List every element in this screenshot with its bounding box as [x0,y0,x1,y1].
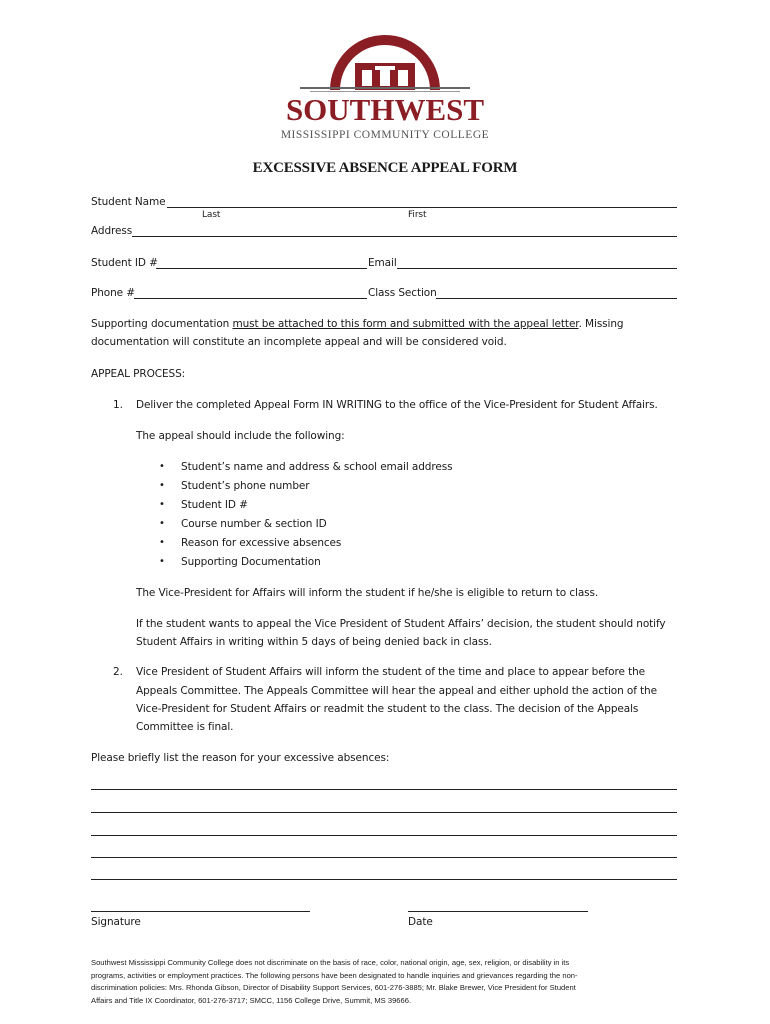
reason-line[interactable] [91,879,677,880]
appeal-decision-line2: Student Affairs in writing within 5 days of being denied back in class. [136,636,492,648]
phone-field[interactable] [134,298,367,299]
supporting-requirement: must be attached to this form and submitted with the appeal letter [232,318,579,330]
college-logo [0,30,770,150]
date-label: Date [408,916,433,928]
supporting-text: Supporting documentation [91,318,233,330]
bullet-icon: • [159,461,165,472]
footer-line: Affairs and Title IX Coordinator, 601-276-3717; SMCC, 1156 College Drive, Summit, MS 39666. [91,995,412,1005]
list-item: Course number & section ID [181,518,327,530]
signature-field[interactable] [91,911,310,912]
step2-line: Committee is final. [136,721,234,733]
list-item: Student ID # [181,499,248,511]
student-id-label: Student ID # [91,257,158,269]
step2-line: Vice President of Student Affairs will inform the student of the time and place to appear before the [136,666,645,678]
supporting-documentation-note [91,318,624,330]
list-item: Student’s phone number [181,480,310,492]
reason-line[interactable] [91,789,677,790]
footer-line: discrimination policies: Mrs. Rhonda Gibson, Director of Disability Support Services, 601-276-3885; Mr. Blake Brewer, Vice President for Student [91,983,576,992]
appeal-decision-line1: If the student wants to appeal the Vice President of Student Affairs’ decision, the student should notify [136,618,666,630]
date-field[interactable] [408,911,588,912]
step1-text: Deliver the completed Appeal Form IN WRITING to the office of the Vice-President for Student Affairs. [136,399,658,411]
bullet-icon: • [159,518,165,529]
college-seal-graphic [270,30,500,150]
class-section-label: Class Section [368,287,437,299]
step2-line: Vice-President for Student Affairs or readmit the student to the class. The decision of the Appeals [136,703,639,715]
student-name-field[interactable] [167,207,677,208]
reason-prompt: Please briefly list the reason for your excessive absences: [91,752,390,764]
step1-number: 1. [113,399,123,411]
logo-subtitle: MISSISSIPPI COMMUNITY COLLEGE [280,129,490,141]
reason-line[interactable] [91,812,677,813]
step2-number: 2. [113,666,123,678]
inform-text: The Vice-President for Affairs will inform the student if he/she is eligible to return to class. [136,587,599,599]
bullet-icon: • [159,499,165,510]
reason-line[interactable] [91,857,677,858]
reason-line[interactable] [91,835,677,836]
email-field[interactable] [397,268,677,269]
supporting-documentation-line2: documentation will constitute an incomplete appeal and will be considered void. [91,336,507,348]
email-label: Email [368,257,397,269]
student-name-label: Student Name [91,196,166,208]
list-item: Reason for excessive absences [181,537,342,549]
address-label: Address [91,225,133,237]
phone-label: Phone # [91,287,135,299]
class-section-field[interactable] [436,298,677,299]
nondiscrimination-footer [91,957,666,1007]
include-intro: The appeal should include the following: [136,430,345,442]
form-title: EXCESSIVE ABSENCE APPEAL FORM [252,160,518,176]
list-item: Student’s name and address & school email address [181,461,453,473]
list-item: Supporting Documentation [181,556,321,568]
bullet-icon: • [159,537,165,548]
logo-wordmark: SOUTHWEST [285,92,485,127]
signature-label: Signature [91,916,141,928]
address-field[interactable] [132,236,677,237]
first-name-label: First [408,210,427,220]
last-name-label: Last [202,210,221,220]
appeal-process-heading: APPEAL PROCESS: [91,368,186,380]
step2-line: Appeals Committee. The Appeals Committee will hear the appeal and either uphold the action of the [136,685,657,697]
bullet-icon: • [159,556,165,567]
footer-line: Southwest Mississippi Community College does not discriminate on the basis of race, color, national origin, age, sex, religion, or disability in its [91,958,570,967]
bullet-icon: • [159,480,165,491]
supporting-text-end: . Missing [578,318,624,330]
footer-line: programs, activities or employment practices. The following persons have been designated to handle inquiries and grievances regarding the non- [91,970,578,980]
student-id-field[interactable] [156,268,367,269]
